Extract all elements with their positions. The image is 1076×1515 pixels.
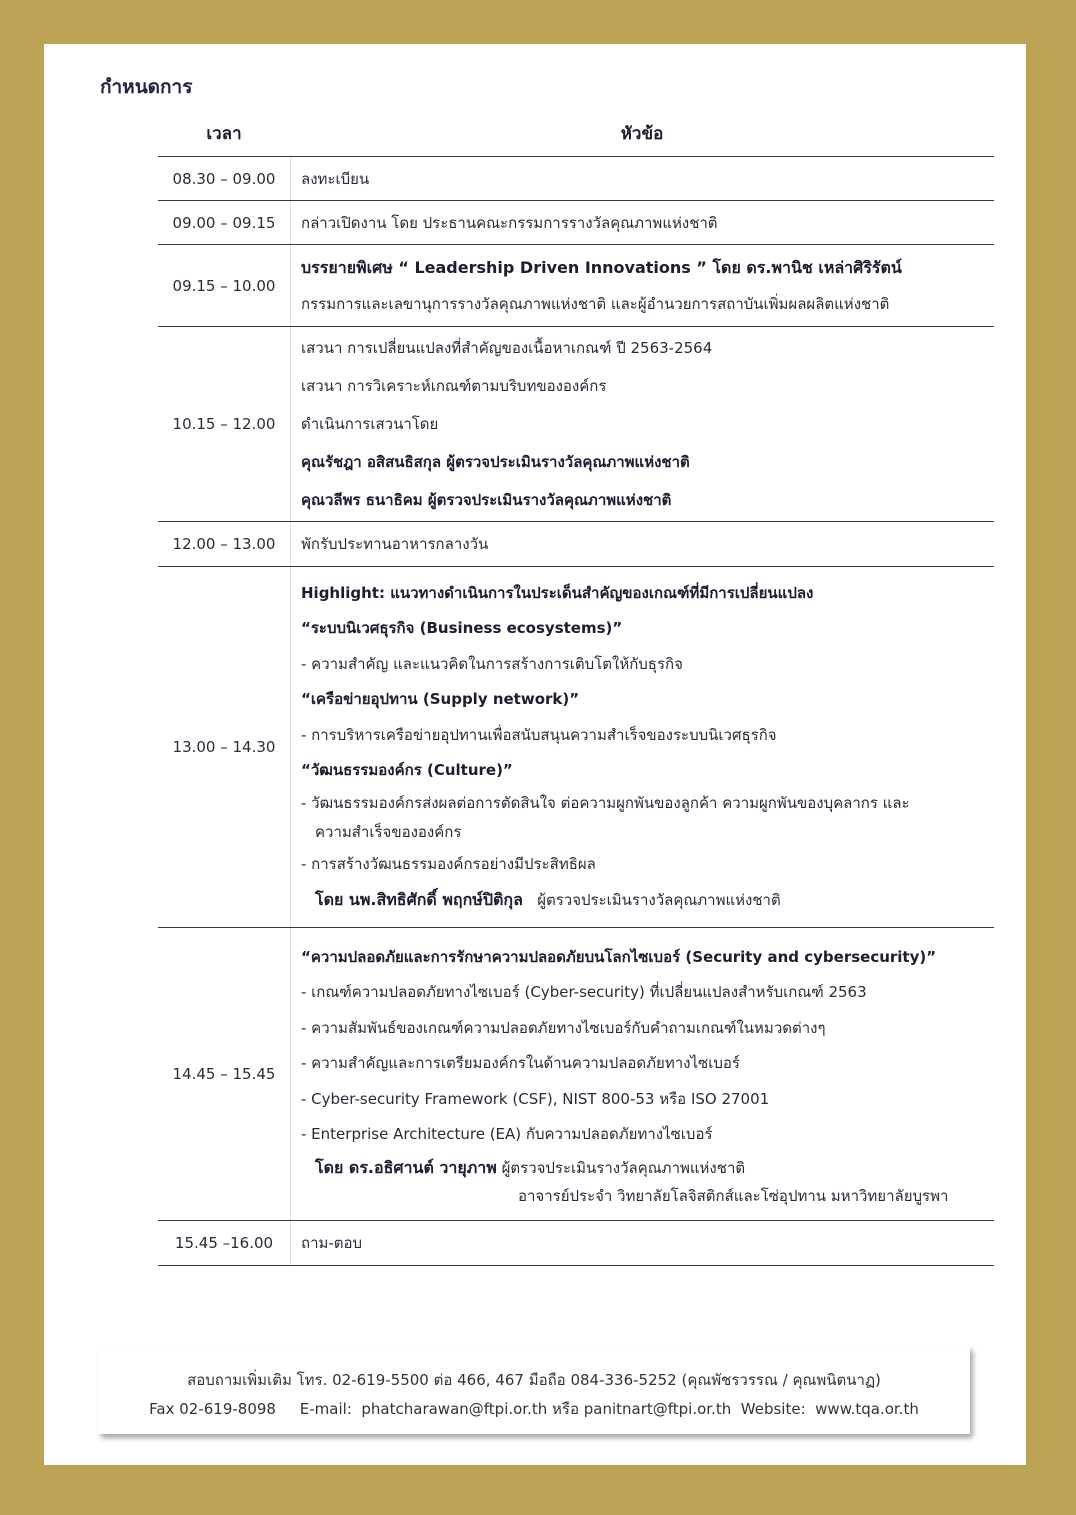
topic-line: - การบริหารเครือข่ายอุปทานเพื่อสนับสนุนความสำเร็จของระบบนิเวศธุรกิจ (301, 725, 777, 744)
topic-line: เสวนา การเปลี่ยนแปลงที่สำคัญของเนื้อหาเกณฑ์ ปี 2563-2564 (301, 339, 713, 357)
topic-line: คุณรัชฎา อสิสนธิสกุล ผู้ตรวจประเมินรางวัลคุณภาพแห่งชาติ (301, 453, 690, 471)
row-time: 14.45 – 15.45 (158, 928, 291, 1220)
topic-line: กรรมการและเลขานุการรางวัลคุณภาพแห่งชาติ และผู้อำนวยการสถาบันเพิ่มผลผลิตแห่งชาติ (301, 294, 890, 313)
topic-line: - วัฒนธรรมองค์กรส่งผลต่อการตัดสินใจ ต่อความผูกพันของลูกค้า ความผูกพันของบุคลากร และ (301, 793, 910, 812)
table-row (158, 566, 994, 927)
topic-line: บรรยายพิเศษ “ Leadership Driven Innovations ” โดย ดร.พานิช เหล่าศิริรัตน์ (301, 257, 902, 277)
speaker-name: โดย นพ.สิทธิศักดิ์ พฤกษ์ปิติกุล (315, 890, 523, 909)
topic-line: เสวนา การวิเคราะห์เกณฑ์ตามบริบทขององค์กร (301, 377, 607, 395)
topic-line: - Cyber-security Framework (CSF), NIST 800-53 หรือ ISO 27001 (301, 1089, 770, 1108)
agenda-table (158, 106, 994, 1266)
row-topic (291, 940, 994, 1209)
header-time: เวลา (206, 124, 242, 144)
topic-line: - ความสำคัญและการเตรียมองค์กรในด้านความปลอดภัยทางไซเบอร์ (301, 1054, 740, 1072)
row-time: 09.00 – 09.15 (158, 201, 291, 244)
row-time: 12.00 – 13.00 (158, 522, 291, 566)
table-row (158, 244, 994, 326)
topic-line (301, 882, 994, 919)
speaker-title: ผู้ตรวจประเมินรางวัลคุณภาพแห่งชาติ (501, 1158, 746, 1177)
topic-line: ถาม-ตอบ (301, 1234, 363, 1252)
table-row (158, 326, 994, 521)
topic-line: อาจารย์ประจำ วิทยาลัยโลจิสติกส์และโซ่อุปทาน มหาวิทยาลัยบูรพา (518, 1186, 949, 1205)
table-row (158, 521, 994, 566)
topic-line: “เครือข่ายอุปทาน (Supply network)” (301, 690, 580, 708)
topic-line: Highlight: แนวทางดำเนินการในประเด็นสำคัญของเกณฑ์ที่มีการเปลี่ยนแปลง (301, 583, 814, 602)
contact-box (98, 1346, 970, 1434)
topic-line: ลงทะเบียน (301, 169, 370, 188)
table-row (158, 1220, 994, 1266)
topic-line: “ความปลอดภัยและการรักษาความปลอดภัยบนโลกไซเบอร์ (Security and cybersecurity)” (301, 947, 937, 966)
table-header (158, 106, 994, 156)
topic-line (301, 1153, 994, 1183)
agenda-page (44, 44, 1026, 1465)
page-title: กำหนดการ (100, 76, 193, 98)
topic-line: - ความสัมพันธ์ของเกณฑ์ความปลอดภัยทางไซเบอร์กับคำถามเกณฑ์ในหมวดต่างๆ (301, 1018, 826, 1037)
header-topic: หัวข้อ (620, 124, 664, 144)
table-row (158, 927, 994, 1220)
row-time: 13.00 – 14.30 (158, 567, 291, 927)
table-row (158, 156, 994, 200)
row-topic (291, 576, 994, 919)
row-time: 08.30 – 09.00 (158, 157, 291, 200)
topic-line: กล่าวเปิดงาน โดย ประธานคณะกรรมการรางวัลคุณภาพแห่งชาติ (301, 213, 718, 232)
topic-line: ดำเนินการเสวนาโดย (301, 415, 439, 433)
row-topic (291, 1231, 994, 1255)
row-topic (291, 250, 994, 322)
row-time: 09.15 – 10.00 (158, 245, 291, 326)
row-topic (291, 167, 994, 191)
topic-line: - Enterprise Architecture (EA) กับความปลอดภัยทางไซเบอร์ (301, 1125, 713, 1143)
topic-line: - การสร้างวัฒนธรรมองค์กรอย่างมีประสิทธิผล (301, 854, 596, 873)
row-time: 15.45 –16.00 (158, 1221, 291, 1265)
contact-email-web: Fax 02-619-8098 E-mail: phatcharawan@ftpi.or.th หรือ panitnart@ftpi.or.th Website: www.tqa.or.th (149, 1400, 919, 1418)
topic-line: ความสำเร็จขององค์กร (315, 822, 462, 841)
topic-line: “ระบบนิเวศธุรกิจ (Business ecosystems)” (301, 619, 623, 637)
topic-line: “วัฒนธรรมองค์กร (Culture)” (301, 761, 513, 779)
speaker-name: โดย ดร.อธิศานต์ วายุภาพ (315, 1157, 497, 1177)
row-topic (291, 211, 994, 235)
speaker-title: ผู้ตรวจประเมินรางวัลคุณภาพแห่งชาติ (537, 891, 781, 909)
row-topic (291, 329, 994, 519)
topic-line: - ความสำคัญ และแนวคิดในการสร้างการเติบโตให้กับธุรกิจ (301, 654, 683, 673)
topic-line: คุณวลีพร ธนาธิคม ผู้ตรวจประเมินรางวัลคุณภาพแห่งชาติ (301, 491, 672, 509)
row-topic (291, 532, 994, 556)
row-time: 10.15 – 12.00 (158, 327, 291, 521)
table-row (158, 200, 994, 244)
topic-line: - เกณฑ์ความปลอดภัยทางไซเบอร์ (Cyber-security) ที่เปลี่ยนแปลงสำหรับเกณฑ์ 2563 (301, 983, 867, 1001)
contact-phone: สอบถามเพิ่มเติม โทร. 02-619-5500 ต่อ 466, 467 มือถือ 084-336-5252 (คุณพัชรวรรณ / คุณพนิตนาฏ) (187, 1371, 881, 1389)
topic-line: พักรับประทานอาหารกลางวัน (301, 535, 489, 553)
